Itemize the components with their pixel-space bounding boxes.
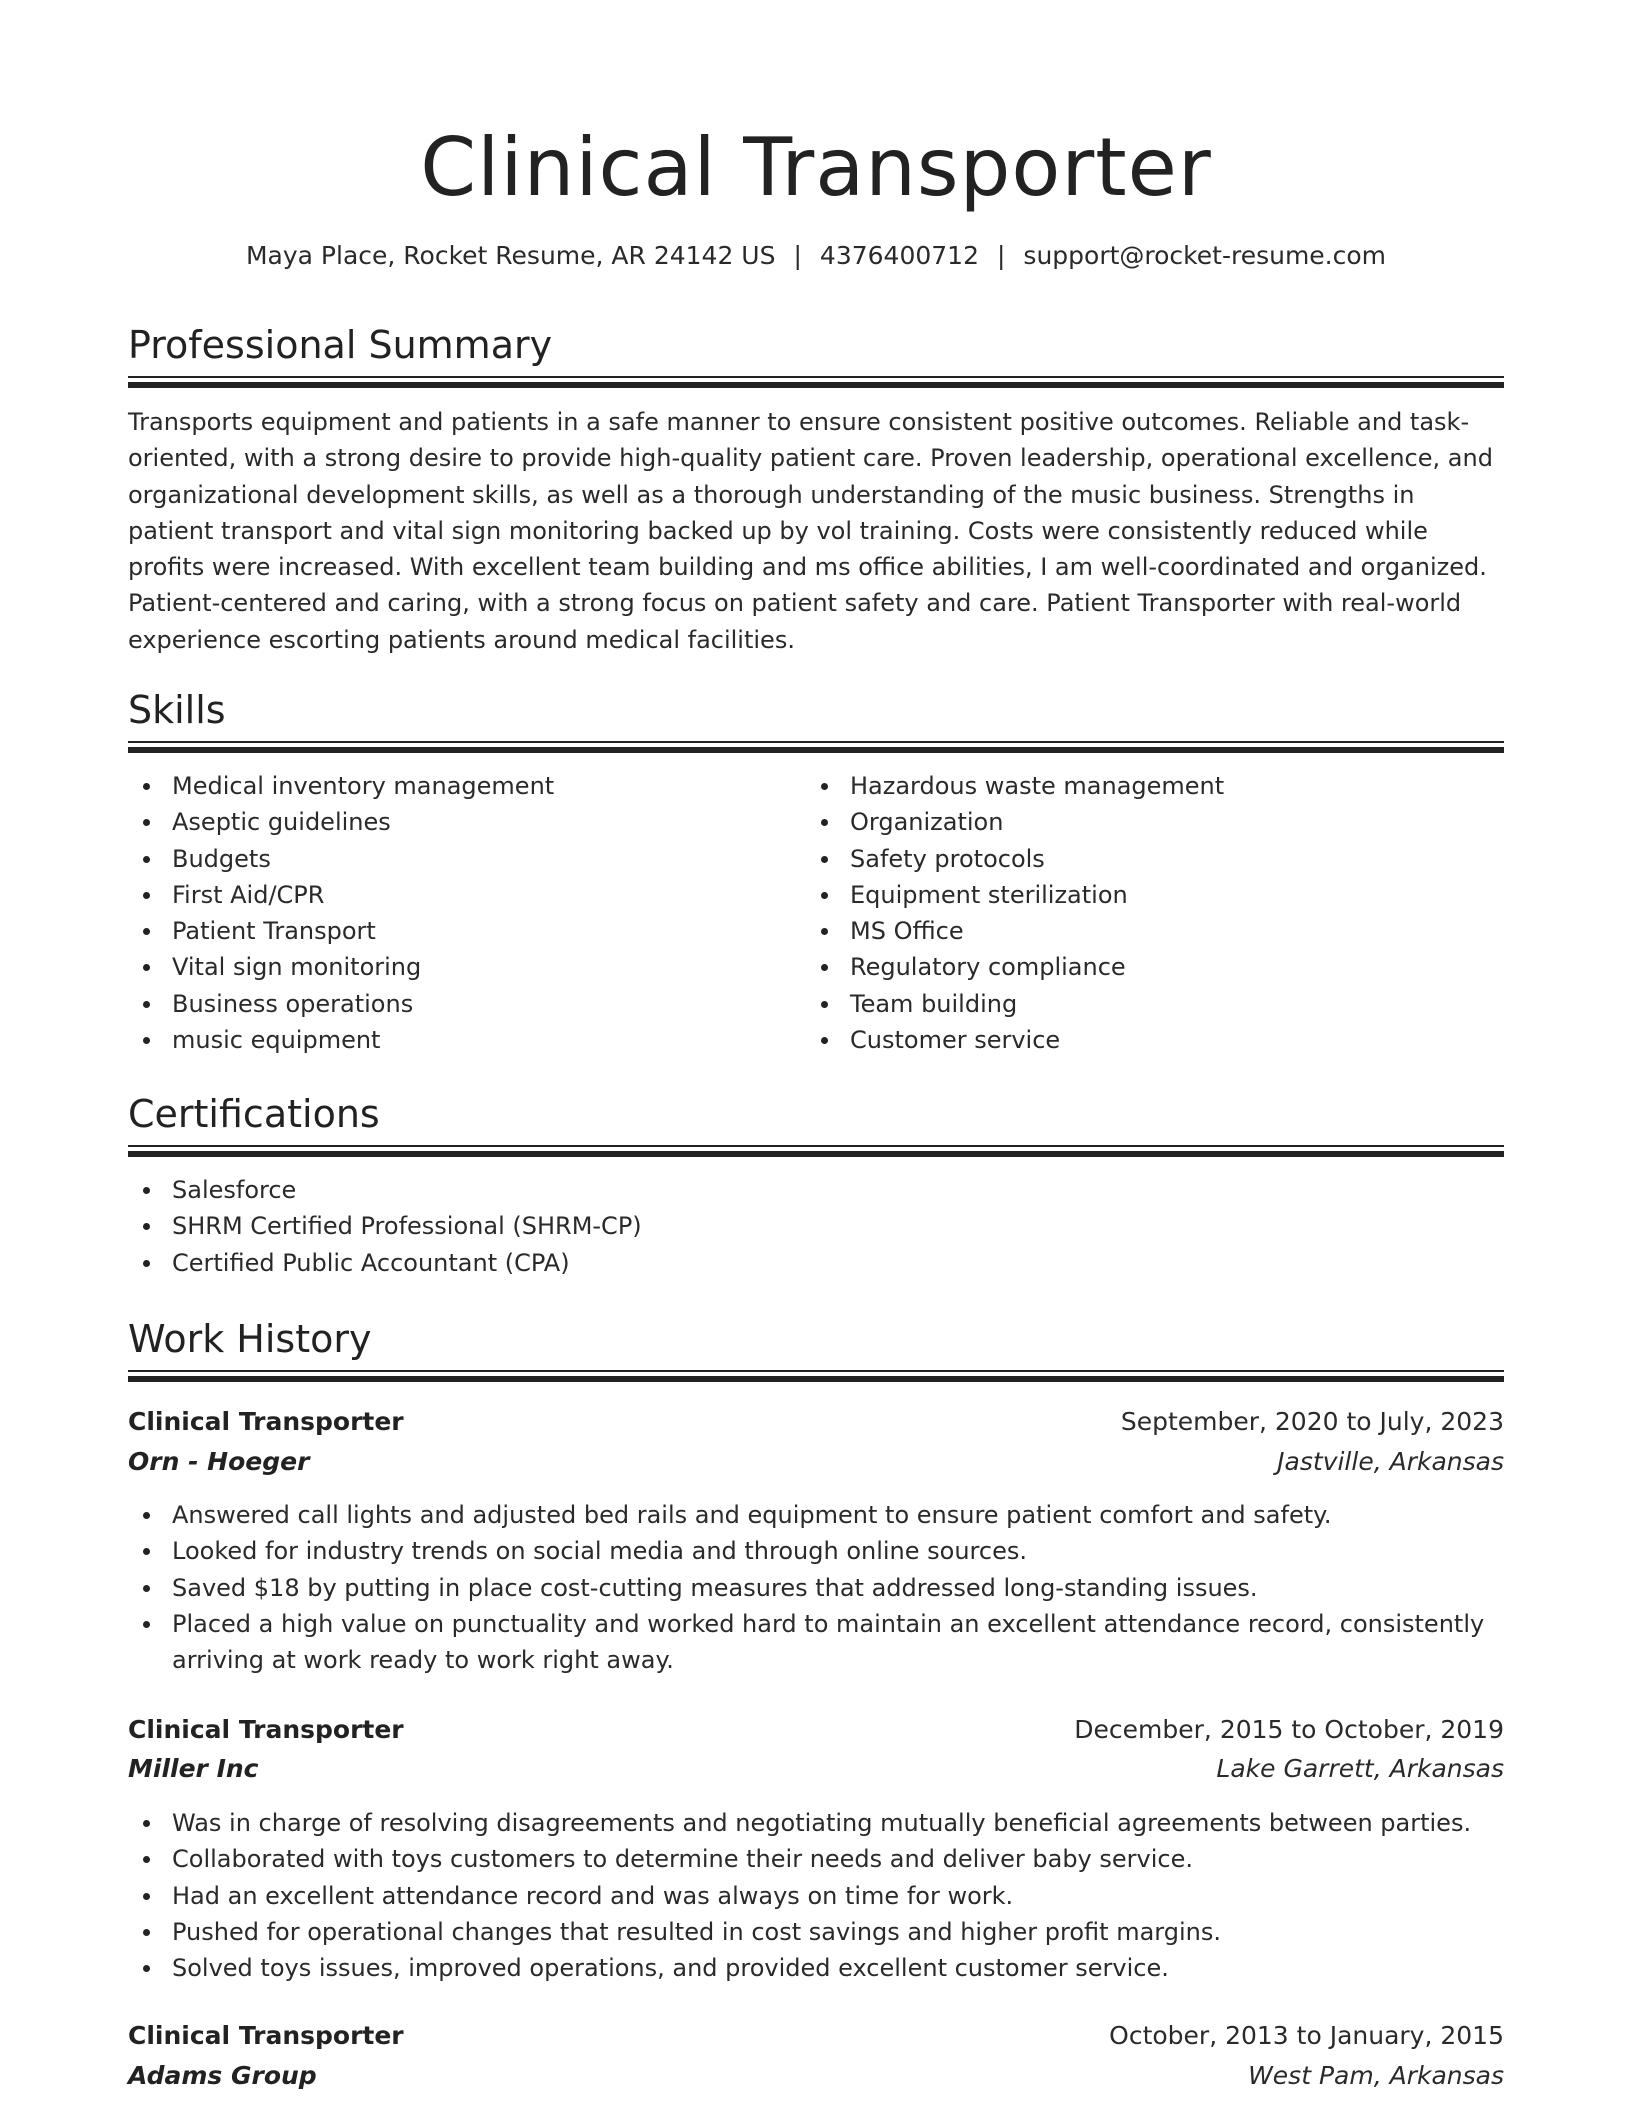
section-title-skills: Skills [128, 688, 226, 732]
skill-item: Regulatory compliance [806, 949, 1496, 985]
skill-item: First Aid/CPR [128, 877, 798, 913]
skill-item: Equipment sterilization [806, 877, 1496, 913]
job-location: Lake Garrett, Arkansas [1216, 1754, 1504, 1783]
job-location: Jastville, Arkansas [1277, 1447, 1504, 1476]
job-duty-item: Had an excellent attendance record and was always on time for work. [128, 1878, 1504, 1914]
job-dates: December, 2015 to October, 2019 [1074, 1715, 1504, 1744]
skill-item: Team building [806, 986, 1496, 1022]
contact-email: support@rocket-resume.com [1023, 241, 1387, 270]
skill-item: Budgets [128, 841, 798, 877]
section-divider [128, 1145, 1504, 1157]
contact-separator: | [996, 241, 1006, 270]
skill-item: Vital sign monitoring [128, 949, 798, 985]
contact-separator: | [793, 241, 802, 270]
skill-item: Medical inventory management [128, 768, 798, 804]
section-title-certifications: Certifications [128, 1092, 380, 1136]
skills-list-left [128, 768, 798, 1058]
contact-address: Maya Place, Rocket Resume, AR 24142 US [245, 241, 776, 270]
skill-item: Customer service [806, 1022, 1496, 1058]
section-divider [128, 1370, 1504, 1382]
job-duty-item: Was in charge of resolving disagreements and negotiating mutually beneficial agreements between parties. [128, 1805, 1504, 1841]
section-title-summary: Professional Summary [128, 323, 553, 367]
contact-phone: 4376400712 [819, 241, 979, 270]
job-company: Adams Group [128, 2061, 317, 2090]
skill-item: music equipment [128, 1022, 798, 1058]
skill-item: Safety protocols [806, 841, 1496, 877]
skill-item: Business operations [128, 986, 798, 1022]
resume-name: Clinical Transporter [420, 121, 1212, 214]
section-title-work-history: Work History [128, 1317, 372, 1361]
section-divider [128, 376, 1504, 388]
job-dates: October, 2013 to January, 2015 [1109, 2021, 1504, 2050]
job-duty-item: Looked for industry trends on social media and through online sources. [128, 1533, 1504, 1569]
summary-text: Transports equipment and patients in a safe manner to ensure consistent positive outcomes. Reliable and task-oriented, with a strong desire to provide high-quality patient care. Proven leadership, operational excellence, and organizational development skills, as well as a thorough understanding of the music business. Strengths in patient transport and vital sign monitoring backed up by vol training. Costs were consistently reduced while profits were increased. With excellent team building and ms office abilities, I am well-coordinated and organized. Patient-centered and caring, with a strong focus on patient safety and care. Patient Transporter with real-world experience escorting patients around medical facilities. [128, 408, 1493, 654]
certification-item: Certified Public Accountant (CPA) [128, 1245, 1504, 1281]
skill-item: Aseptic guidelines [128, 804, 798, 840]
job-duty-item: Solved toys issues, improved operations, and provided excellent customer service. [128, 1950, 1504, 1986]
job-title: Clinical Transporter [128, 1715, 404, 1744]
job-duty-item: Answered call lights and adjusted bed rails and equipment to ensure patient comfort and safety. [128, 1497, 1504, 1533]
certification-item: Salesforce [128, 1172, 1504, 1208]
skill-item: Organization [806, 804, 1496, 840]
section-divider [128, 741, 1504, 753]
skill-item: MS Office [806, 913, 1496, 949]
job-company: Miller Inc [128, 1754, 259, 1783]
job-duty-item: Placed a high value on punctuality and worked hard to maintain an excellent attendance record, consistently arriving at work ready to work right away. [128, 1606, 1504, 1679]
job-title: Clinical Transporter [128, 2021, 404, 2050]
skill-item: Patient Transport [128, 913, 798, 949]
job-duty-item: Collaborated with toys customers to determine their needs and deliver baby service. [128, 1841, 1504, 1877]
job-duties-list [128, 1497, 1504, 1678]
job-company: Orn - Hoeger [128, 1447, 310, 1476]
job-title: Clinical Transporter [128, 1407, 404, 1436]
certifications-list [128, 1172, 1504, 1281]
job-duty-item: Saved $18 by putting in place cost-cutting measures that addressed long-standing issues. [128, 1570, 1504, 1606]
contact-line [128, 238, 1504, 274]
job-duties-list [128, 1805, 1504, 1986]
skill-item: Hazardous waste management [806, 768, 1496, 804]
skills-list-right [806, 768, 1496, 1058]
job-duty-item: Pushed for operational changes that resulted in cost savings and higher profit margins. [128, 1914, 1504, 1950]
job-location: West Pam, Arkansas [1248, 2061, 1504, 2090]
job-dates: September, 2020 to July, 2023 [1120, 1407, 1504, 1436]
certification-item: SHRM Certified Professional (SHRM-CP) [128, 1208, 1504, 1244]
